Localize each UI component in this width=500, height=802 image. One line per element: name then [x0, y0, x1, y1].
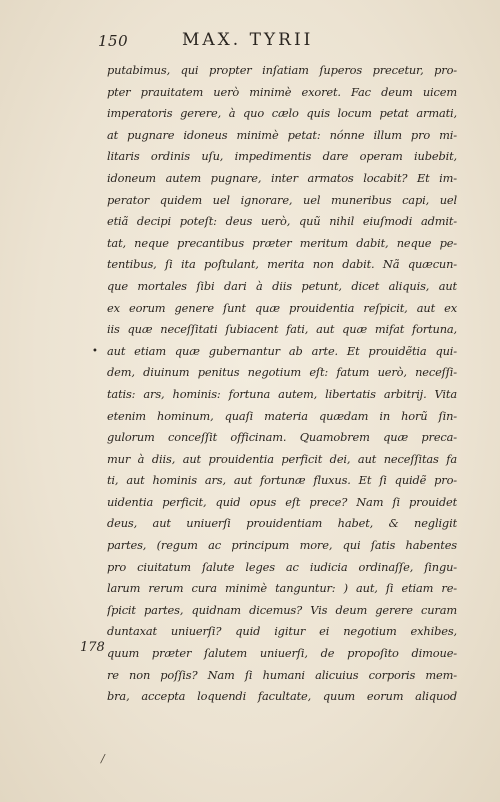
text-line: iis quæ neceſſitati ſubiacent fati, aut quæ mifat fortuna, [107, 322, 457, 337]
text-line: litaris ordinis uſu, impedimentis dare operam iubebit, [107, 149, 457, 164]
text-line: ſpicit partes, quidnam dicemus? Vis deum gerere curam [107, 602, 457, 617]
ink-mark: / [101, 752, 105, 765]
text-line: etiã decipi poteſt: deus uerò, quũ nihil eiuſmodi admit- [107, 214, 457, 229]
text-line: ex eorum genere ſunt quæ prouidentia reſpicit, aut ex [107, 300, 457, 315]
page-number: 150 [98, 32, 129, 50]
text-line: tat, neque precantibus præter meritum dabit, neque pe- [107, 235, 457, 250]
margin-bullet: • [92, 346, 98, 357]
text-line: tentibus, ſi ita poſtulant, merita non dabit. Nã quæcun- [107, 257, 457, 272]
text-line: quum præter ſalutem uniuerſi, de propoſito dimoue- [107, 646, 457, 661]
text-line: re non poſſis? Nam ſi humani alicuius corporis mem- [107, 667, 457, 682]
page-header [98, 30, 468, 52]
text-line: ti, aut hominis ars, aut fortunæ fluxus. Et ſi quidẽ pro- [107, 473, 457, 488]
text-line: dem, diuinum penitus negotium eſt: fatum uerò, neceſſi- [107, 365, 457, 380]
text-line: bra, accepta loquendi facultate, quum eorum aliquod [107, 689, 457, 704]
text-line: tatis: ars, hominis: fortuna autem, libertatis arbitrij. Vita [107, 386, 457, 401]
text-line: pro ciuitatum ſalute leges ac iudicia ordinaſſe, ſingu- [107, 559, 457, 574]
body-text [107, 60, 457, 708]
text-line: putabimus, qui propter inſatiam ſuperos precetur, pro- [107, 63, 457, 77]
running-head: MAX. TYRII [182, 30, 314, 50]
text-line: imperatoris gerere, à quo cælo quis locum petat armati, [107, 106, 457, 121]
text-line: pter prauitatem uerò minimè exoret. Fac deum uicem [107, 84, 457, 99]
text-line: uidentia perficit, quid opus eſt prece? Nam ſi prouidet [107, 494, 457, 509]
text-line: idoneum autem pugnare, inter armatos locabit? Et im- [107, 170, 457, 185]
text-line: gulorum conceſſit officinam. Quamobrem quæ preca- [107, 430, 457, 445]
margin-number: 178 [80, 640, 105, 655]
text-line: deus, aut uniuerſi prouidentiam habet, & negligit [107, 516, 457, 531]
text-line: duntaxat uniuerſi? quid igitur ei negotium exhibes, [107, 624, 457, 639]
text-line: at pugnare idoneus minimè petat: nónne illum pro mi- [107, 127, 457, 142]
text-line: perator quidem uel ignorare, uel muneribus capi, uel [107, 192, 457, 207]
text-line: larum rerum cura minimè tanguntur: ) aut, ſi etiam re- [107, 581, 457, 596]
text-line: aut etiam quæ gubernantur ab arte. Et prouidẽtia qui- [107, 343, 457, 358]
text-line: etenim hominum, quaſi materia quædam in horũ ſin- [107, 408, 457, 423]
text-line: que mortales ſibi dari à diis petunt, dicet aliquis, aut [107, 278, 457, 293]
text-line: mur à diis, aut prouidentia perficit dei, aut neceſſitas fa [107, 451, 457, 466]
text-line: partes, (regum ac principum more, qui ſatis habentes [107, 538, 457, 553]
